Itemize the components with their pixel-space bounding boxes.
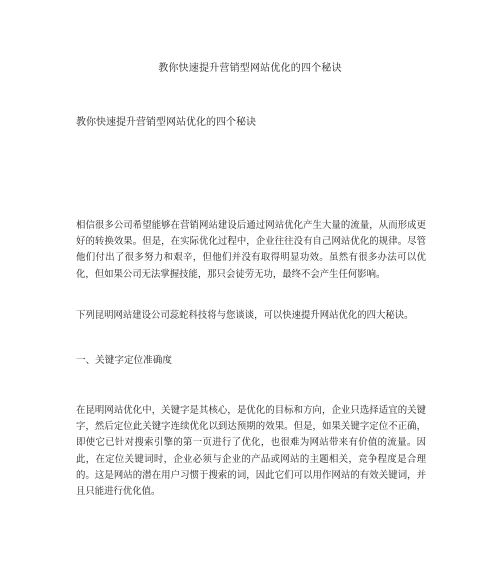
- page-header-title: 教你快速提升营销型网站优化的四个秘诀: [158, 63, 342, 74]
- section-paragraph: 在昆明网站优化中，关键字是其核心，是优化的目标和方向，企业只选择适宜的关键字，然后定位此关键字连续优化以到达预期的效果。但是，如果关键字定位不正确，即使它已针对搜索引擎的第一页进行了优化，也很难为网站带来有价值的流量。因此，在定位关键词时，企业必须与企业的产品或网站的主题相关，竞争程度是合理的。这是网站的潜在用户习惯于搜索的词，因此它们可以用作网站的有效关键词，并且只能进行优化值。: [76, 405, 426, 498]
- document-title: 教你快速提升营销型网站优化的四个秘诀: [76, 117, 256, 128]
- section-heading: 一、关键字定位准确度: [76, 355, 172, 366]
- lead-paragraph: 下列昆明网站建设公司蕊蛇科技将与您谈谈，可以快速提升网站优化的四大秘诀。: [76, 310, 414, 321]
- intro-paragraph: 相信很多公司希望能够在营销网站建设后通过网站优化产生大量的流量，从而形成更好的转换效果。但是，在实际优化过程中，企业往往没有自己网站优化的规律。尽管他们付出了很多努力和艰辛，但他们并没有取得明显功效。虽然有很多办法可以优化，但如果公司无法掌握技能，那只会徒劳无功，最终不会产生任何影响。: [76, 220, 426, 280]
